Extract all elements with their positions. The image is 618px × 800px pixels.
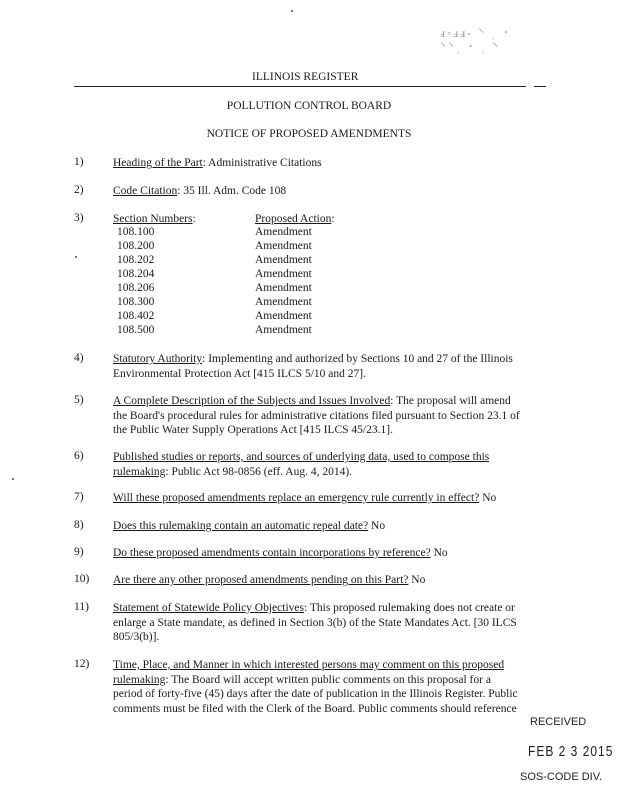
item-text: : 35 Ill. Adm. Code 108	[177, 185, 287, 197]
register-title: ILLINOIS REGISTER	[252, 71, 359, 83]
section-number: 108.300	[117, 296, 155, 308]
item-text: : Implementing and authorized by Sections 10 and 27 of the Illinois	[202, 353, 513, 365]
item-label: Are there any other proposed amendments pending on this Part?	[113, 574, 409, 586]
item-number: 3)	[74, 212, 84, 224]
item-text: No	[408, 574, 426, 586]
item-label: Will these proposed amendments replace an emergency rule currently in effect?	[113, 492, 480, 504]
item-policy-objectives	[113, 601, 517, 645]
item-label: Proposed Action	[255, 213, 332, 225]
scan-speck	[75, 256, 77, 258]
item-emergency-rule	[113, 491, 496, 506]
item-comments	[113, 658, 518, 716]
item-text: enlarge a State mandate, as defined in Section 3(b) of the State Mandates Act. [30 ILCS	[113, 616, 517, 629]
item-label: Do these proposed amendments contain incorporations by reference?	[113, 547, 431, 559]
item-published-studies	[113, 450, 489, 479]
item-label: Published studies or reports, and sources of underlying data, used to compose this	[113, 451, 490, 463]
item-label: Heading of the Part	[113, 157, 203, 169]
item-label: Statutory Authority	[113, 353, 203, 365]
section-number: 108.206	[117, 282, 155, 294]
section-action: Amendment	[255, 226, 312, 238]
header-rule-tail	[534, 86, 546, 87]
board-title: POLLUTION CONTROL BOARD	[226, 100, 392, 112]
item-number: 1)	[74, 156, 84, 168]
faint-stamp-line: ⅎ◦ⅎⅎ‑ ⸌ ˌ ᛫	[440, 26, 512, 40]
header-rule	[74, 86, 526, 87]
item-text: No	[430, 547, 448, 559]
item-text: 805/3(b)].	[113, 631, 160, 643]
item-text: the Public Water Supply Operations Act [415 ILCS 45/23.1].	[113, 424, 393, 436]
item-label: A Complete Description of the Subjects and Issues Involved	[113, 395, 391, 407]
item-code-citation	[113, 184, 286, 199]
item-number: 6)	[74, 450, 84, 462]
section-action: Amendment	[255, 296, 312, 308]
received-stamp-label: RECEIVED	[530, 716, 587, 728]
item-heading-of-part	[113, 156, 322, 171]
received-stamp-division: SOS-CODE DIV.	[520, 771, 603, 783]
item-number: 10)	[74, 573, 90, 585]
section-action: Amendment	[255, 282, 312, 294]
section-number: 108.200	[117, 240, 155, 252]
section-number: 108.204	[117, 268, 155, 280]
section-number: 108.100	[117, 226, 155, 238]
item-number: 2)	[74, 184, 84, 196]
item-text: : This proposed rulemaking does not create or	[304, 602, 515, 614]
item-number: 12)	[74, 658, 90, 670]
item-label: Statement of Statewide Policy Objectives	[113, 602, 304, 614]
item-number: 5)	[74, 394, 84, 406]
scan-speck	[12, 478, 14, 480]
item-text: No	[479, 492, 497, 504]
notice-title: NOTICE OF PROPOSED AMENDMENTS	[206, 128, 412, 140]
item-label: rulemaking	[113, 673, 166, 686]
proposed-action-header	[255, 212, 335, 227]
item-number: 4)	[74, 352, 84, 364]
section-action: Amendment	[255, 310, 312, 322]
label-suffix: :	[192, 213, 196, 225]
item-other-amendments	[113, 573, 425, 588]
item-statutory-authority	[113, 352, 513, 381]
item-label: rulemaking	[113, 465, 166, 478]
faint-stamp-line: ⸌⸌ˌ ᛫ ˌ ⸌	[440, 40, 501, 54]
section-action: Amendment	[255, 240, 312, 252]
item-text: : The proposal will amend	[390, 395, 511, 407]
item-number: 9)	[74, 546, 84, 558]
item-text: the Board's procedural rules for administrative citations filed pursuant to Section 23.1 of	[113, 409, 520, 422]
item-label: Time, Place, and Manner in which interested persons may comment on this proposed	[113, 659, 505, 671]
item-incorporations	[113, 546, 448, 561]
section-number: 108.202	[117, 254, 155, 266]
item-text: period of forty-five (45) days after the date of publication in the Illinois Register. Public	[113, 688, 518, 700]
section-number: 108.402	[117, 310, 155, 322]
item-number: 8)	[74, 519, 84, 531]
item-text: Environmental Protection Act [415 ILCS 5/10 and 27].	[113, 367, 366, 380]
item-text: comments must be filed with the Clerk of the Board. Public comments should reference	[113, 702, 517, 715]
item-text: : The Board will accept written public comments on this proposal for a	[165, 673, 491, 686]
item-text: : Public Act 98-0856 (eff. Aug. 4, 2014).	[165, 465, 353, 478]
received-stamp-date: FEB 2 3 2015	[528, 742, 614, 760]
item-text: : Administrative Citations	[202, 157, 322, 169]
item-repeal-date	[113, 519, 385, 534]
item-label: Section Numbers	[113, 213, 193, 225]
faint-filing-stamp	[440, 26, 511, 54]
item-label: Code Citation	[113, 185, 178, 197]
item-text: No	[368, 520, 386, 532]
section-numbers-header	[113, 212, 196, 227]
item-number: 11)	[74, 601, 89, 613]
section-action: Amendment	[255, 254, 312, 266]
item-description	[113, 394, 520, 438]
section-action: Amendment	[255, 324, 312, 336]
section-action: Amendment	[255, 268, 312, 280]
item-label: Does this rulemaking contain an automatic repeal date?	[113, 520, 369, 532]
item-number: 7)	[74, 491, 84, 503]
label-suffix: :	[331, 213, 335, 225]
section-number: 108.500	[117, 324, 155, 336]
scan-speck	[291, 10, 293, 12]
